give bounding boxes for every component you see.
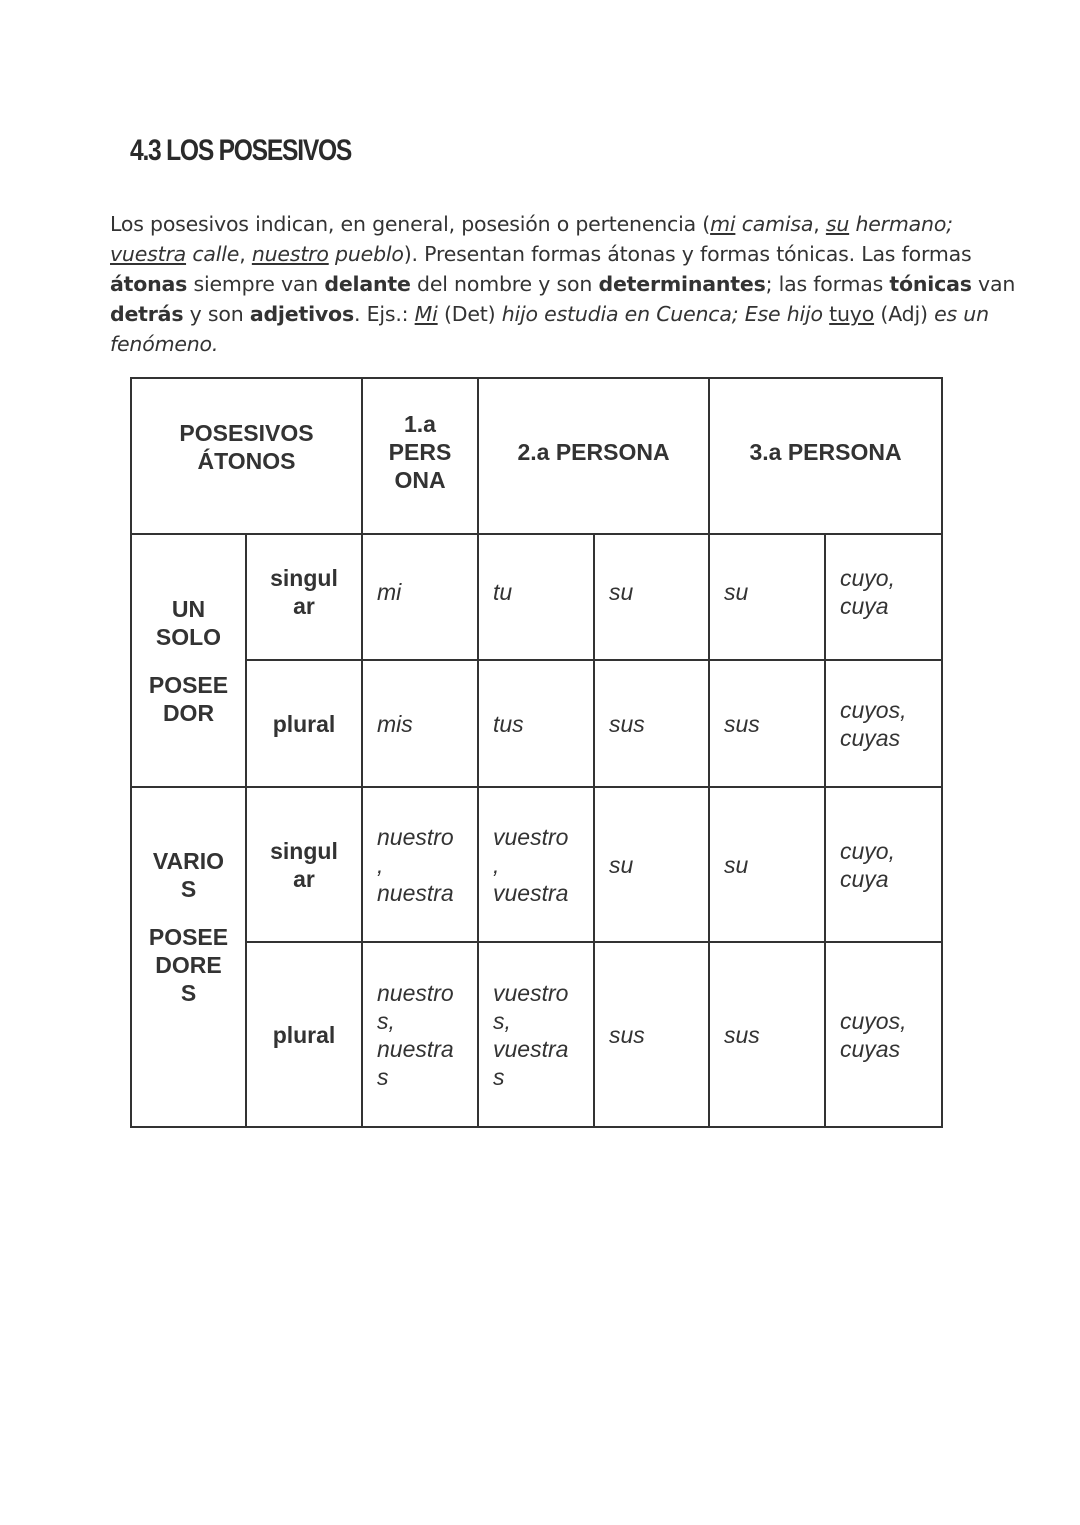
- text-run: ; las formas: [765, 272, 890, 296]
- cell-2a-su: sus: [594, 942, 709, 1127]
- group-varios-poseedores: [131, 787, 246, 1127]
- cell-text: cuya: [840, 865, 889, 892]
- cell-2a-su: sus: [594, 660, 709, 787]
- number-singular: [246, 787, 362, 942]
- cell-3a: sus: [709, 660, 825, 787]
- example-word: mi: [710, 212, 736, 236]
- group-text: DORE: [155, 952, 222, 978]
- cell-text: nuestra: [377, 879, 454, 906]
- posesivos-table: [130, 377, 943, 1128]
- cell-2a-su: su: [594, 534, 709, 660]
- text-run: camisa: [735, 212, 814, 236]
- header-text: PERS: [388, 439, 452, 465]
- example-word: nuestro: [251, 242, 329, 266]
- cell-1a: mis: [362, 660, 478, 787]
- cell-text: cuya: [840, 593, 889, 619]
- table-row: [131, 534, 942, 660]
- cell-2a: tu: [478, 534, 594, 660]
- text-run: Los posesivos indican, en general, posesión o pertenencia (: [110, 212, 711, 236]
- bold-term: detrás: [110, 302, 184, 326]
- cell-2a: [478, 787, 594, 942]
- paragraph-line: [110, 269, 1016, 299]
- cell-3a: sus: [709, 942, 825, 1127]
- cell-1a: [362, 942, 478, 1127]
- group-text: DOR: [162, 699, 215, 726]
- text-run: . Ejs.:: [353, 302, 415, 326]
- header-posesivos-atonos: [131, 378, 362, 534]
- cell-text: s,: [377, 1007, 395, 1034]
- group-text: POSEE: [148, 924, 229, 950]
- intro-paragraph: [110, 209, 1016, 359]
- number-text: ar: [293, 593, 315, 619]
- group-text: S: [180, 876, 197, 902]
- text-run: del nombre y son: [410, 272, 599, 296]
- text-run: (Adj): [874, 302, 935, 326]
- example-word: Mi: [414, 302, 438, 326]
- text-run: pueblo: [328, 242, 404, 266]
- text-run: calle: [186, 242, 240, 266]
- cell-2a: tus: [478, 660, 594, 787]
- text-run: van: [971, 272, 1016, 296]
- cell-text: ,: [377, 851, 384, 878]
- cell-text: nuestro: [377, 823, 454, 850]
- bold-term: adjetivos: [249, 302, 354, 326]
- bold-term: tónicas: [889, 272, 972, 296]
- cell-text: cuyas: [840, 1035, 901, 1062]
- cell-3a-cuyo: [825, 787, 942, 942]
- paragraph-line: [110, 329, 970, 359]
- example-word: tuyo: [829, 302, 875, 326]
- header-primera-persona: [362, 378, 478, 534]
- cell-3a-cuyo: [825, 534, 942, 660]
- header-text: POSESIVOS: [179, 420, 314, 446]
- number-plural: plural: [246, 660, 362, 787]
- text-run: hermano;: [849, 212, 953, 236]
- cell-text: cuyo,: [840, 565, 895, 591]
- paragraph-line: [110, 299, 989, 329]
- text-run: siempre van: [187, 272, 325, 296]
- example-word: vuestra: [110, 242, 187, 266]
- text-run: fenómeno.: [110, 332, 219, 356]
- text-run: (Det): [437, 302, 502, 326]
- cell-text: ,: [493, 851, 500, 878]
- group-text: POSEE: [148, 671, 229, 698]
- section-title: 4.3 LOS POSESIVOS: [130, 134, 352, 167]
- cell-1a: [362, 787, 478, 942]
- cell-text: s,: [493, 1007, 511, 1034]
- example-word: su: [825, 212, 850, 236]
- table-header-row: [131, 378, 942, 534]
- header-tercera-persona: 3.a PERSONA: [709, 378, 942, 534]
- paragraph-line: [110, 239, 970, 269]
- cell-text: s: [377, 1063, 389, 1090]
- number-plural: plural: [246, 942, 362, 1127]
- text-run: ,: [813, 212, 826, 236]
- cell-text: nuestra: [377, 1035, 454, 1062]
- text-run: hijo estudia en Cuenca; Ese hijo: [501, 302, 830, 326]
- cell-text: vuestro: [493, 979, 569, 1006]
- text-run: ,: [239, 242, 252, 266]
- table-row: [131, 787, 942, 942]
- cell-1a: mi: [362, 534, 478, 660]
- table-row: [131, 660, 942, 787]
- group-text: VARIO: [152, 848, 225, 874]
- group-un-solo-poseedor: [131, 534, 246, 787]
- header-text: ÁTONOS: [197, 448, 296, 474]
- cell-3a: su: [709, 534, 825, 660]
- text-run: y son: [183, 302, 250, 326]
- header-text: ONA: [394, 467, 446, 493]
- header-segunda-persona: 2.a PERSONA: [478, 378, 709, 534]
- group-text: SOLO: [155, 623, 222, 650]
- text-run: es un: [934, 302, 989, 326]
- table-row: [131, 942, 942, 1127]
- cell-text: s: [493, 1063, 505, 1090]
- number-text: singul: [270, 837, 338, 864]
- bold-term: átonas: [110, 272, 188, 296]
- text-run: ). Presentan formas átonas y formas tónicas. Las formas: [403, 242, 972, 266]
- number-singular: [246, 534, 362, 660]
- cell-text: vuestro: [493, 823, 569, 850]
- cell-text: cuyos,: [840, 696, 907, 723]
- bold-term: delante: [324, 272, 411, 296]
- bold-term: determinantes: [598, 272, 766, 296]
- header-text: 1.a: [404, 411, 436, 437]
- cell-text: vuestra: [493, 879, 569, 906]
- cell-2a-su: su: [594, 787, 709, 942]
- cell-text: nuestro: [377, 979, 454, 1006]
- cell-3a-cuyo: [825, 942, 942, 1127]
- group-text: S: [180, 980, 197, 1006]
- cell-3a-cuyo: [825, 660, 942, 787]
- cell-text: cuyas: [840, 724, 901, 751]
- paragraph-line: [110, 209, 970, 239]
- cell-text: cuyos,: [840, 1007, 907, 1034]
- group-text: UN: [171, 595, 206, 622]
- cell-3a: su: [709, 787, 825, 942]
- cell-text: vuestra: [493, 1035, 569, 1062]
- cell-2a: [478, 942, 594, 1127]
- cell-text: cuyo,: [840, 837, 895, 864]
- number-text: singul: [270, 565, 338, 591]
- number-text: ar: [293, 865, 315, 892]
